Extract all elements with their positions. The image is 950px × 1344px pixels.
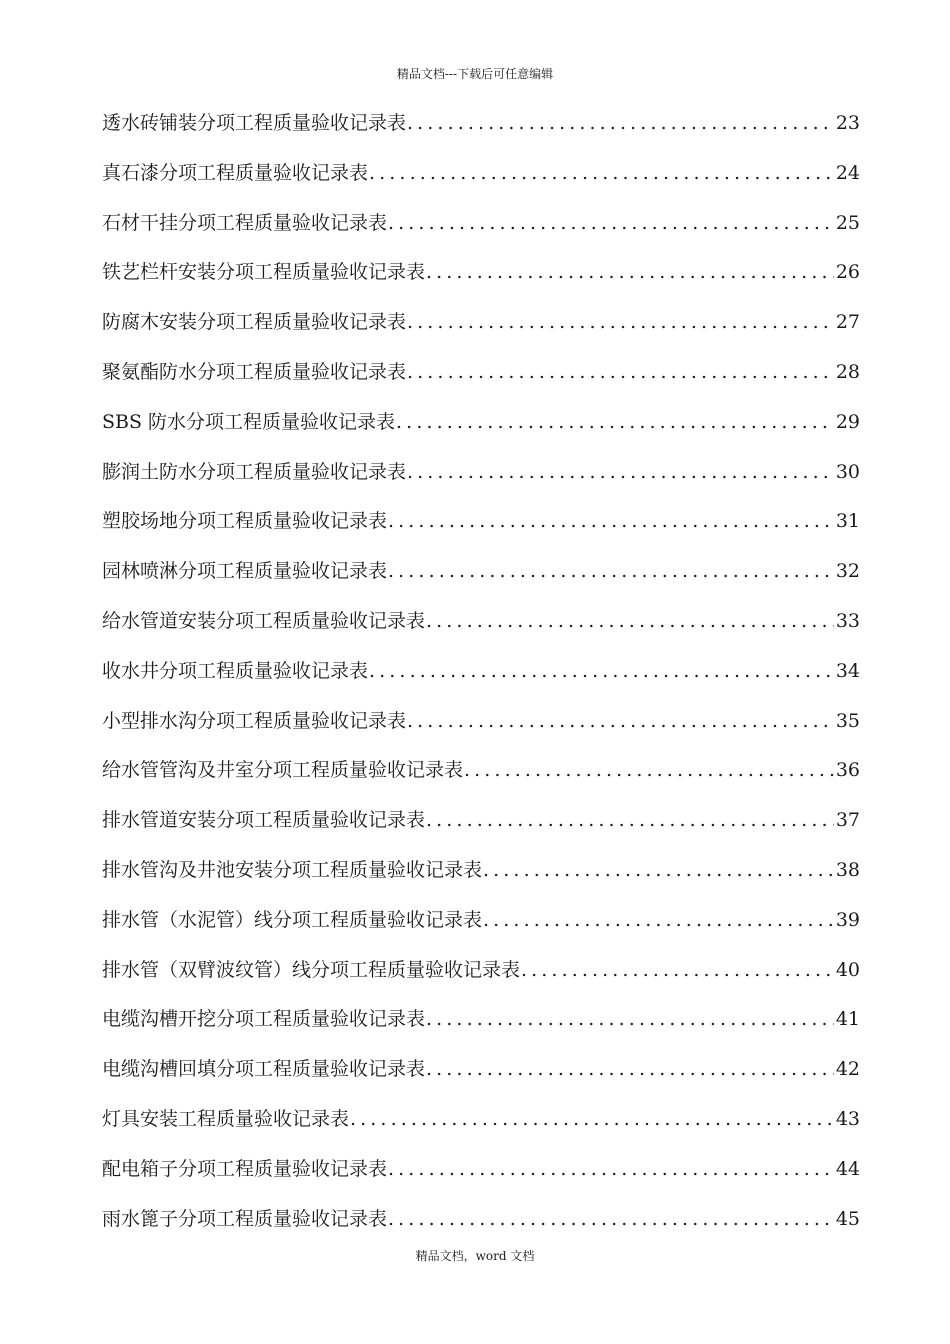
toc-dot-leader	[425, 602, 834, 640]
toc-entry[interactable]	[102, 453, 860, 503]
page-header: 精品文档---下载后可任意编辑	[396, 67, 554, 81]
toc-dot-leader	[406, 104, 834, 142]
toc-entry-title: 小型排水沟分项工程质量验收记录表	[102, 709, 407, 732]
toc-entry-page-number: 39	[835, 908, 860, 931]
toc-dot-leader	[520, 951, 834, 989]
toc-entry-title: 排水管（水泥管）线分项工程质量验收记录表	[102, 908, 483, 931]
toc-entry-page-number: 24	[835, 161, 860, 184]
toc-entry-title: 膨润土防水分项工程质量验收记录表	[102, 460, 407, 483]
toc-entry[interactable]	[102, 253, 860, 303]
toc-entry-title: 电缆沟槽回填分项工程质量验收记录表	[102, 1058, 426, 1081]
toc-entry-title: 铁艺栏杆安装分项工程质量验收记录表	[102, 261, 426, 284]
toc-entry-title: 收水井分项工程质量验收记录表	[102, 659, 369, 682]
toc-entry[interactable]	[102, 502, 860, 552]
toc-entry-page-number: 36	[835, 759, 860, 782]
toc-entry[interactable]	[102, 204, 860, 254]
toc-dot-leader	[368, 154, 834, 192]
toc-entry-page-number: 30	[835, 460, 860, 483]
toc-entry[interactable]	[102, 851, 860, 901]
toc-entry[interactable]	[102, 751, 860, 801]
page-footer: 精品文档，word 文档	[415, 1249, 535, 1263]
toc-dot-leader	[406, 303, 834, 341]
toc-dot-leader	[463, 751, 834, 789]
toc-entry-page-number: 27	[835, 311, 860, 334]
toc-entry-title: 排水管（双臂波纹管）线分项工程质量验收记录表	[102, 958, 521, 981]
toc-entry-page-number: 33	[835, 609, 860, 632]
toc-entry-page-number: 26	[835, 261, 860, 284]
toc-dot-leader	[425, 1050, 834, 1088]
toc-dot-leader	[425, 1000, 834, 1038]
toc-entry-title: 雨水篦子分项工程质量验收记录表	[102, 1207, 388, 1230]
toc-dot-leader	[425, 801, 834, 839]
toc-entry[interactable]	[102, 1150, 860, 1200]
toc-entry-page-number: 41	[835, 1008, 860, 1031]
toc-entry[interactable]	[102, 901, 860, 951]
toc-entry-page-number: 42	[835, 1058, 860, 1081]
toc-entry-page-number: 28	[835, 360, 860, 383]
toc-entry-title: 配电箱子分项工程质量验收记录表	[102, 1157, 388, 1180]
toc-dot-leader	[482, 851, 834, 889]
toc-dot-leader	[406, 353, 834, 391]
toc-entry[interactable]	[102, 552, 860, 602]
toc-dot-leader	[406, 702, 834, 740]
toc-dot-leader	[387, 552, 834, 590]
toc-entry[interactable]	[102, 104, 860, 154]
toc-entry-title: SBS 防水分项工程质量验收记录表	[102, 410, 396, 433]
toc-entry[interactable]	[102, 951, 860, 1001]
toc-dot-leader	[349, 1100, 834, 1138]
toc-entry[interactable]	[102, 602, 860, 652]
toc-dot-leader	[387, 1200, 834, 1238]
toc-entry[interactable]	[102, 1000, 860, 1050]
toc-entry-page-number: 23	[835, 112, 860, 134]
toc-dot-leader	[482, 901, 834, 939]
toc-entry-page-number: 44	[835, 1157, 860, 1180]
toc-entry[interactable]	[102, 801, 860, 851]
toc-entry-title: 真石漆分项工程质量验收记录表	[102, 161, 369, 184]
toc-entry[interactable]	[102, 1200, 860, 1250]
toc-entry[interactable]	[102, 303, 860, 353]
toc-entry-title: 防腐木安装分项工程质量验收记录表	[102, 311, 407, 334]
toc-entry-page-number: 29	[835, 410, 860, 433]
toc-entry-page-number: 45	[835, 1207, 860, 1230]
toc-entry-title: 给水管道安装分项工程质量验收记录表	[102, 609, 426, 632]
table-of-contents	[102, 104, 860, 1249]
toc-entry[interactable]	[102, 353, 860, 403]
toc-dot-leader	[387, 502, 834, 540]
toc-dot-leader	[425, 253, 834, 291]
toc-entry-title: 石材干挂分项工程质量验收记录表	[102, 211, 388, 234]
toc-entry-page-number: 35	[835, 709, 860, 732]
toc-dot-leader	[387, 204, 834, 242]
toc-entry-title: 园林喷淋分项工程质量验收记录表	[102, 560, 388, 583]
toc-dot-leader	[368, 652, 834, 690]
toc-entry-title: 排水管道安装分项工程质量验收记录表	[102, 809, 426, 832]
toc-entry-title: 电缆沟槽开挖分项工程质量验收记录表	[102, 1008, 426, 1031]
toc-dot-leader	[387, 1150, 834, 1188]
toc-entry-title: 塑胶场地分项工程质量验收记录表	[102, 510, 388, 533]
toc-entry-title: 给水管管沟及井室分项工程质量验收记录表	[102, 759, 464, 782]
toc-entry[interactable]	[102, 1050, 860, 1100]
toc-entry[interactable]	[102, 702, 860, 752]
toc-entry-title: 聚氨酯防水分项工程质量验收记录表	[102, 360, 407, 383]
toc-entry[interactable]	[102, 652, 860, 702]
toc-entry-page-number: 37	[835, 809, 860, 832]
toc-entry-title: 排水管沟及井池安装分项工程质量验收记录表	[102, 858, 483, 881]
toc-entry-page-number: 43	[835, 1107, 860, 1130]
toc-dot-leader	[406, 453, 834, 491]
toc-entry-page-number: 31	[835, 510, 860, 533]
toc-entry[interactable]	[102, 403, 860, 453]
toc-entry-title: 透水砖铺装分项工程质量验收记录表	[102, 112, 407, 134]
toc-entry-page-number: 34	[835, 659, 860, 682]
toc-entry[interactable]	[102, 1100, 860, 1150]
toc-entry-page-number: 25	[835, 211, 860, 234]
toc-dot-leader	[395, 403, 834, 441]
toc-entry-page-number: 38	[835, 858, 860, 881]
toc-entry[interactable]	[102, 154, 860, 204]
toc-entry-title: 灯具安装工程质量验收记录表	[102, 1107, 350, 1130]
toc-entry-page-number: 32	[835, 560, 860, 583]
toc-entry-page-number: 40	[835, 958, 860, 981]
